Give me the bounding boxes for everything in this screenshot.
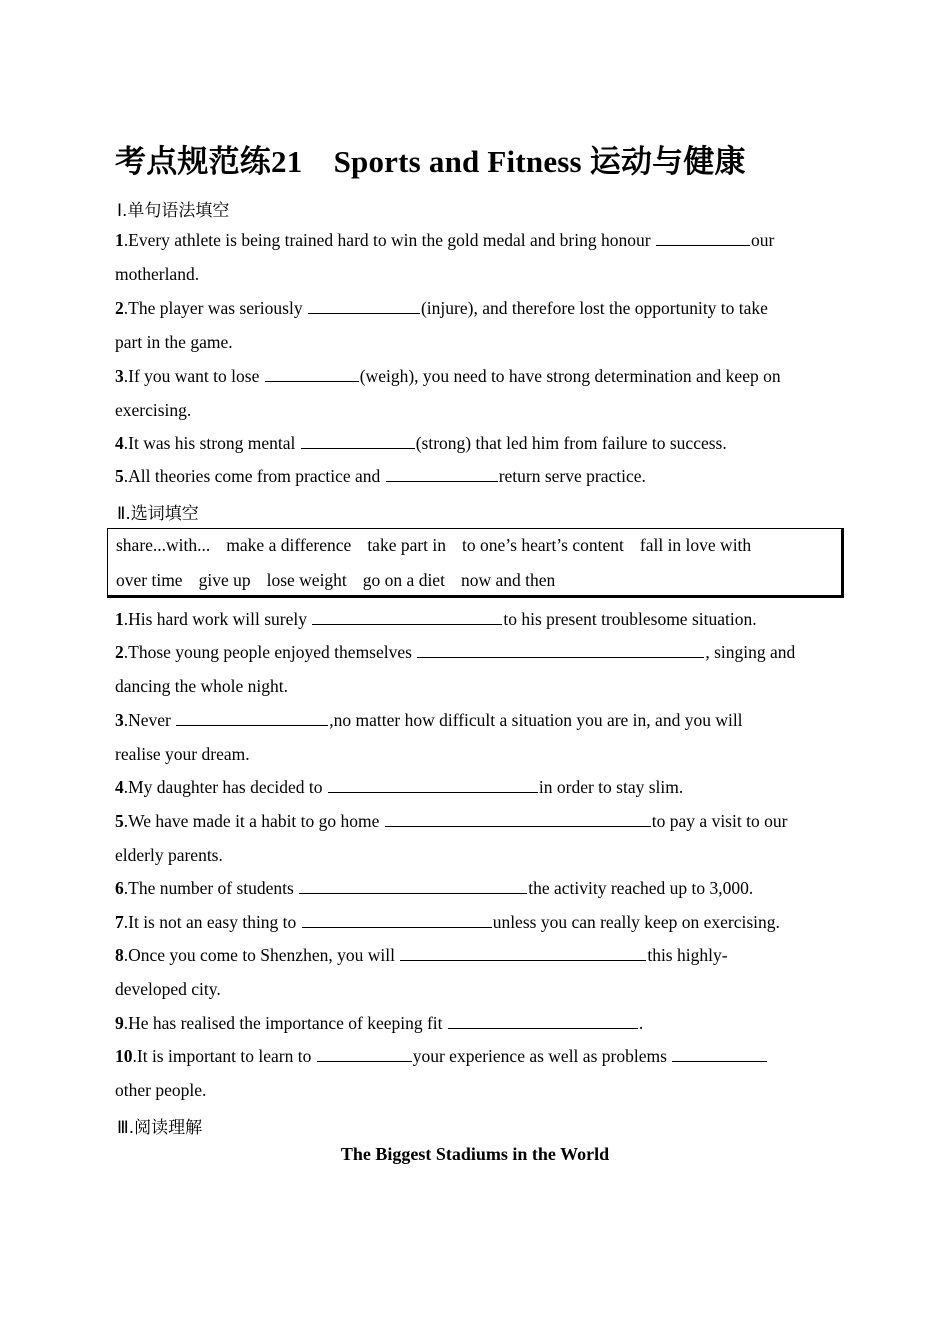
s2-question-2: 2.Those young people enjoyed themselves , singing and dancing the whole night. bbox=[115, 642, 796, 696]
answer-blank[interactable] bbox=[301, 431, 415, 449]
s2-question-3: 3.Never ,no matter how difficult a situation you are in, and you will realise your dream. bbox=[115, 710, 743, 764]
answer-blank[interactable] bbox=[386, 464, 498, 482]
word-option: give up bbox=[198, 570, 251, 590]
s2-question-4: 4.My daughter has decided to in order to stay slim. bbox=[115, 777, 684, 797]
word-option: over time bbox=[116, 570, 183, 590]
answer-blank[interactable] bbox=[448, 1011, 638, 1029]
s2-question-7: 7.It is not an easy thing to unless you can really keep on exercising. bbox=[115, 912, 780, 932]
answer-blank[interactable] bbox=[656, 228, 750, 246]
s2-question-10: 10.It is important to learn to your experience as well as problems other people. bbox=[115, 1039, 840, 1107]
word-bank-box bbox=[107, 528, 844, 598]
answer-blank[interactable] bbox=[302, 910, 492, 928]
word-bank-line-2 bbox=[116, 570, 555, 591]
s1-question-1: 1.Every athlete is being trained hard to win the gold medal and bring honour our motherland. bbox=[115, 230, 775, 284]
s2-question-1: 1.His hard work will surely to his present troublesome situation. bbox=[115, 609, 757, 629]
section-3-heading: Ⅲ.阅读理解 bbox=[117, 1118, 203, 1138]
word-option: make a difference bbox=[226, 535, 352, 555]
answer-blank[interactable] bbox=[672, 1044, 767, 1062]
word-option: to one’s heart’s content bbox=[462, 535, 624, 555]
answer-blank[interactable] bbox=[265, 364, 359, 382]
s1-question-2: 2.The player was seriously (injure), and therefore lost the opportunity to take part in the game. bbox=[115, 298, 768, 352]
word-option: take part in bbox=[367, 535, 447, 555]
answer-blank[interactable] bbox=[176, 708, 328, 726]
s2-question-9: 9.He has realised the importance of keeping fit . bbox=[115, 1013, 644, 1033]
word-option: fall in love with bbox=[639, 535, 752, 555]
answer-blank[interactable] bbox=[317, 1044, 412, 1062]
page-title: 考点规范练21 Sports and Fitness 运动与健康 bbox=[115, 144, 746, 179]
s2-question-6: 6.The number of students the activity reached up to 3,000. bbox=[115, 878, 754, 898]
word-option: go on a diet bbox=[362, 570, 445, 590]
s1-question-5: 5.All theories come from practice and return serve practice. bbox=[115, 466, 646, 486]
section-2-heading: Ⅱ.选词填空 bbox=[117, 504, 199, 524]
answer-blank[interactable] bbox=[417, 640, 704, 658]
answer-blank[interactable] bbox=[308, 296, 420, 314]
answer-blank[interactable] bbox=[385, 809, 651, 827]
answer-blank[interactable] bbox=[400, 943, 646, 961]
answer-blank[interactable] bbox=[312, 607, 502, 625]
s1-question-4: 4.It was his strong mental (strong) that led him from failure to success. bbox=[115, 433, 727, 453]
word-bank-line-1 bbox=[116, 535, 751, 556]
s1-question-3: 3.If you want to lose (weigh), you need to have strong determination and keep on exercising. bbox=[115, 366, 781, 420]
passage-title: The Biggest Stadiums in the World bbox=[340, 1144, 610, 1164]
answer-blank[interactable] bbox=[299, 876, 527, 894]
s2-question-5: 5.We have made it a habit to go home to pay a visit to our elderly parents. bbox=[115, 811, 788, 865]
s2-question-8: 8.Once you come to Shenzhen, you will this highly- developed city. bbox=[115, 945, 728, 999]
answer-blank[interactable] bbox=[328, 775, 538, 793]
word-option: lose weight bbox=[266, 570, 347, 590]
word-option: share...with... bbox=[116, 535, 211, 555]
section-1-heading: Ⅰ.单句语法填空 bbox=[117, 201, 230, 221]
word-option: now and then bbox=[460, 570, 556, 590]
